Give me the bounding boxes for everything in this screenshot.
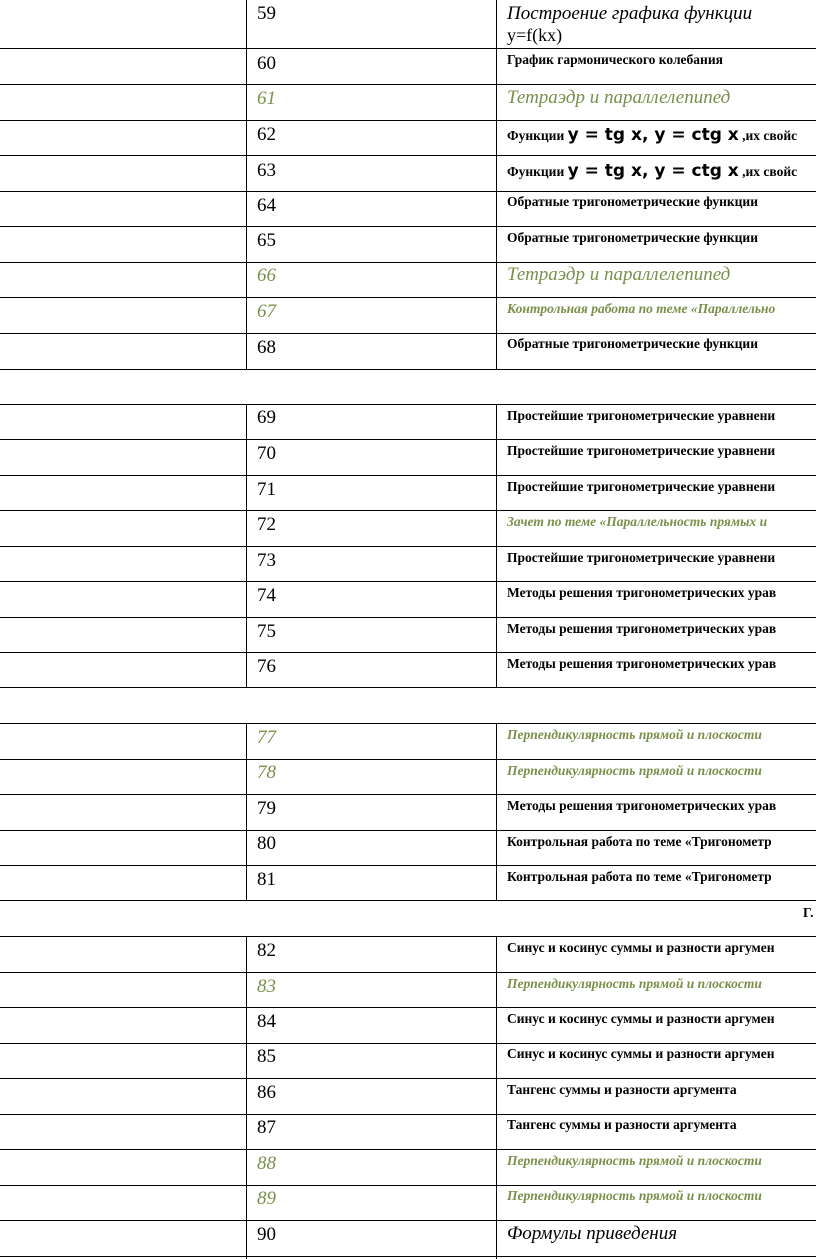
column-divider [496,0,497,370]
lesson-topic: Тангенс суммы и разности аргумента [507,1082,737,1097]
lesson-topic: Построение графика функции [507,3,753,24]
row-divider [0,404,816,405]
lesson-number: 76 [257,656,276,677]
lesson-topic [507,125,797,145]
lesson-topic: Формулы приведения [507,1223,678,1244]
lesson-number: 86 [257,1082,276,1103]
lesson-number: 90 [257,1224,276,1245]
lesson-number: 71 [257,479,276,500]
lesson-number: 88 [257,1153,276,1174]
lesson-number: 61 [257,88,276,109]
lesson-topic: Контрольная работа по теме «Тригонометр [507,869,772,884]
lesson-number: 69 [257,407,276,428]
row-divider [0,191,816,192]
lesson-topic: Методы решения тригонометрических урав [507,656,777,671]
row-divider [0,262,816,263]
lesson-topic: Перпендикулярность прямой и плоскости [507,1153,762,1168]
row-divider [0,84,816,85]
lesson-topic: Тетраэдр и параллелепипед [507,264,731,285]
row-divider [0,1149,816,1150]
lesson-number: 59 [257,3,276,24]
row-divider [0,759,816,760]
lesson-number: 68 [257,337,276,358]
column-divider [496,937,497,1259]
lesson-number: 84 [257,1011,276,1032]
row-divider [0,1220,816,1221]
lesson-topic: Обратные тригонометрические функции [507,194,758,209]
row-divider [0,723,816,724]
lesson-number: 70 [257,443,276,464]
column-divider [496,723,497,901]
lesson-number: 65 [257,230,276,251]
row-divider [0,936,816,937]
lesson-topic: Простейшие тригонометрические уравнени [507,408,776,423]
row-divider [0,1078,816,1079]
section-heading-fragment: Г. [803,905,814,920]
lesson-topic: Перпендикулярность прямой и плоскости [507,763,762,778]
lesson-topic: Перпендикулярность прямой и плоскости [507,976,762,991]
lesson-topic: Синус и косинус суммы и разности аргумен [507,1011,775,1026]
row-divider [0,687,816,688]
row-divider [0,652,816,653]
topic-suffix: ,их свойс [742,164,798,179]
row-divider [0,617,816,618]
row-divider [0,155,816,156]
row-divider [0,865,816,866]
row-divider [0,369,816,370]
lesson-topic [507,161,797,181]
lesson-number: 85 [257,1046,276,1067]
lesson-topic: Простейшие тригонометрические уравнени [507,550,776,565]
lesson-number: 60 [257,53,276,74]
lesson-number: 63 [257,160,276,181]
lesson-topic: Зачет по теме «Параллельность прямых и [507,514,768,529]
row-divider [0,900,816,901]
lesson-number: 72 [257,514,276,535]
row-divider [0,120,816,121]
column-divider [246,723,247,901]
lesson-topic: Обратные тригонометрические функции [507,336,758,351]
lesson-number: 74 [257,585,276,606]
lesson-number: 83 [257,976,276,997]
lesson-topic: График гармонического колебания [507,52,723,67]
row-divider [0,581,816,582]
row-divider [0,1007,816,1008]
row-divider [0,1185,816,1186]
row-divider [0,333,816,334]
lesson-topic: Простейшие тригонометрические уравнени [507,443,776,458]
lesson-number: 79 [257,798,276,819]
lesson-topic: Тетраэдр и параллелепипед [507,87,731,108]
row-divider [0,1256,816,1257]
row-divider [0,794,816,795]
topic-formula: y = tg x, y = ctg x [567,161,739,181]
row-divider [0,510,816,511]
lesson-number: 78 [257,762,276,783]
row-divider [0,475,816,476]
lesson-topic: Методы решения тригонометрических урав [507,585,777,600]
row-divider [0,439,816,440]
lesson-number: 89 [257,1188,276,1209]
lesson-number: 66 [257,265,276,286]
lesson-number: 80 [257,833,276,854]
row-divider [0,972,816,973]
lesson-number: 77 [257,727,276,748]
lesson-topic: Перпендикулярность прямой и плоскости [507,1188,762,1203]
lesson-number: 87 [257,1117,276,1138]
lesson-topic: Простейшие тригонометрические уравнени [507,479,776,494]
row-divider [0,226,816,227]
lesson-number: 82 [257,940,276,961]
column-divider [246,937,247,1259]
lesson-topic: Методы решения тригонометрических урав [507,798,777,813]
topic-suffix: ,их свойс [742,128,798,143]
lesson-number: 62 [257,124,276,145]
topic-prefix: Функции [507,164,565,179]
lesson-number: 67 [257,301,276,322]
lesson-topic: Контрольная работа по теме «Параллельно [507,301,776,316]
lesson-topic: Перпендикулярность прямой и плоскости [507,727,762,742]
lesson-topic-formula: y=f(kx) [507,25,563,45]
row-divider [0,297,816,298]
topic-prefix: Функции [507,128,565,143]
lesson-topic: Обратные тригонометрические функции [507,230,758,245]
row-divider [0,48,816,49]
lesson-number: 73 [257,550,276,571]
lesson-topic: Синус и косинус суммы и разности аргумен [507,940,775,955]
row-divider [0,546,816,547]
lesson-topic: Синус и косинус суммы и разности аргумен [507,1046,775,1061]
row-divider [0,830,816,831]
lesson-topic: Методы решения тригонометрических урав [507,621,777,636]
lesson-number: 75 [257,621,276,642]
lesson-topic: Контрольная работа по теме «Тригонометр [507,834,772,849]
row-divider [0,1043,816,1044]
lesson-topic: Тангенс суммы и разности аргумента [507,1117,737,1132]
column-divider [246,0,247,370]
lesson-number: 64 [257,195,276,216]
topic-formula: y = tg x, y = ctg x [567,125,739,145]
row-divider [0,1114,816,1115]
lesson-number: 81 [257,869,276,890]
